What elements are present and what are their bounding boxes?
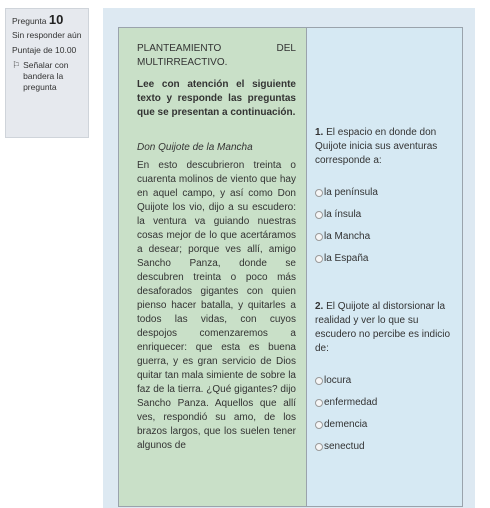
flag-icon: ⚐ xyxy=(12,60,21,70)
answer-option[interactable] xyxy=(315,182,456,204)
answer-label[interactable]: senectud xyxy=(324,441,365,452)
answer-label[interactable]: la ínsula xyxy=(324,209,362,220)
question-stem xyxy=(315,300,456,356)
question-stem xyxy=(315,126,456,168)
passage-text: En esto descubrieron treinta o cuarenta molinos de viento que hay en aquel campo, y así como Don Quijote los vio, dijo a su escudero: la ventura va guiando nuestras cosas mejor de lo que acertáramos a desear; porque ves allí, amigo Sancho Panza, donde se descubren treinta o poco más desaforados gigantes con quien pienso hacer batalla, y quitarles a todos las vidas, con cuyos despojos comenzaremos a enriquecer: que esta es buena guerra, y es gran servicio de Dios quitar tan mala simiente de sobre la faz de la tierra. ¿Qué gigantes? dijo Sancho Panza. Aquellos que allí ves, respondió su amo, de los brazos largos, que los suelen tener algunos de xyxy=(137,160,296,451)
answer-label[interactable]: la Mancha xyxy=(324,231,371,242)
answer-label[interactable]: demencia xyxy=(324,419,368,430)
question-item xyxy=(315,300,456,458)
question-index: 2. xyxy=(315,301,324,312)
radio-button[interactable] xyxy=(315,421,323,429)
answer-option[interactable] xyxy=(315,204,456,226)
question-text: El espacio en donde don Quijote inicia sus aventuras corresponde a: xyxy=(315,127,438,166)
flag-question-label: Señalar con bandera la pregunta xyxy=(23,60,69,92)
answer-label[interactable]: locura xyxy=(324,375,352,386)
answer-option[interactable] xyxy=(315,248,456,270)
questions-column xyxy=(307,28,462,506)
question-number-value: 10 xyxy=(48,12,64,27)
radio-button[interactable] xyxy=(315,443,323,451)
answer-option[interactable] xyxy=(315,226,456,248)
radio-button[interactable] xyxy=(315,377,323,385)
question-item xyxy=(315,126,456,270)
radio-button[interactable] xyxy=(315,399,323,407)
answer-option[interactable] xyxy=(315,392,456,414)
answer-label[interactable]: enfermedad xyxy=(324,397,378,408)
question-index: 1. xyxy=(315,127,324,138)
answer-options xyxy=(315,370,456,458)
passage-instruction: Lee con atención el siguiente texto y responde las preguntas que se presentan a continuación. xyxy=(137,79,296,118)
radio-button[interactable] xyxy=(315,255,323,263)
radio-button[interactable] xyxy=(315,211,323,219)
passage-heading: PLANTEAMIENTO DEL MULTIRREACTIVO. xyxy=(137,43,296,68)
answer-option[interactable] xyxy=(315,436,456,458)
answer-options xyxy=(315,182,456,270)
question-status: Sin responder aún xyxy=(12,30,82,40)
passage-title: Don Quijote de la Mancha xyxy=(137,142,253,153)
question-text: El Quijote al distorsionar la realidad y ver lo que su escudero no percibe es indicio de: xyxy=(315,301,451,354)
flag-question-link[interactable] xyxy=(12,60,83,93)
question-number xyxy=(12,14,83,27)
answer-option[interactable] xyxy=(315,414,456,436)
question-info-panel xyxy=(5,8,89,138)
question-table xyxy=(118,27,463,507)
question-label: Pregunta xyxy=(12,16,47,26)
question-score: Puntaje de 10.00 xyxy=(12,45,77,55)
passage-column xyxy=(119,28,307,506)
radio-button[interactable] xyxy=(315,189,323,197)
answer-label[interactable]: la España xyxy=(324,253,369,264)
radio-button[interactable] xyxy=(315,233,323,241)
answer-option[interactable] xyxy=(315,370,456,392)
answer-label[interactable]: la península xyxy=(324,187,378,198)
